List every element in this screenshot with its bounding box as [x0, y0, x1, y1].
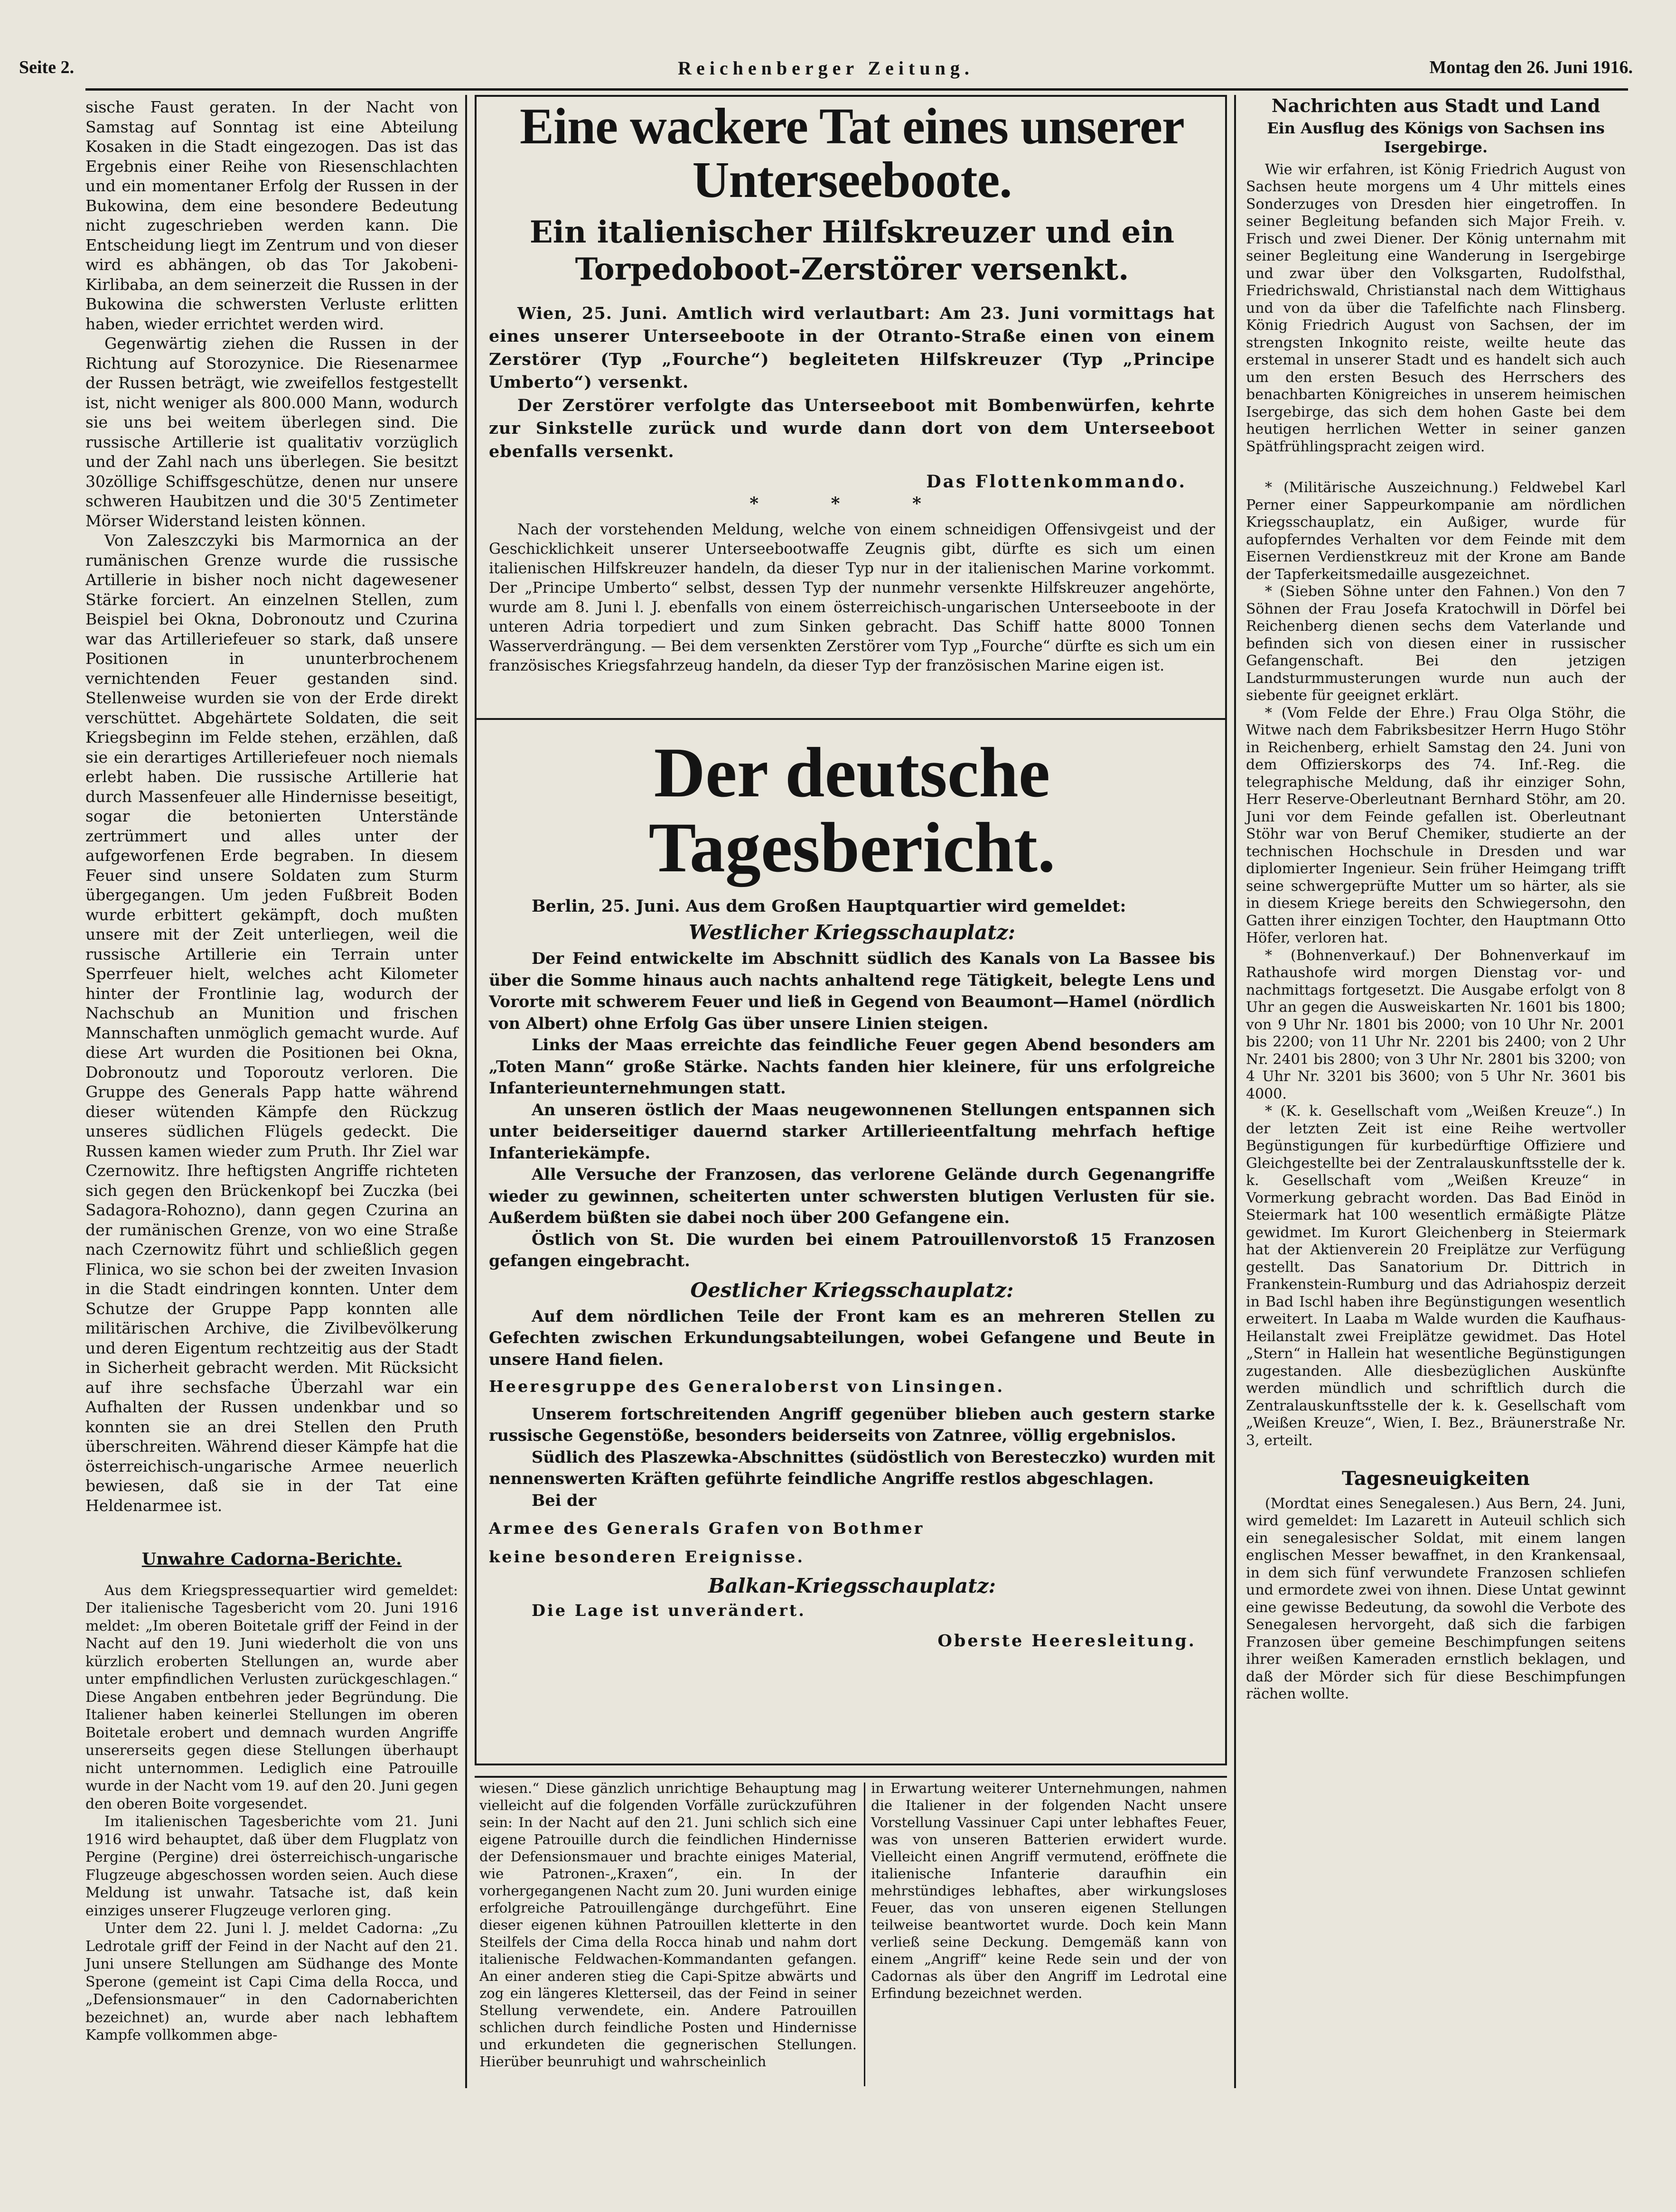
bottom-right-column	[871, 1780, 1227, 2002]
right-column	[1246, 97, 1626, 1703]
fleet-command-signature: Das Flottenkommando.	[926, 472, 1187, 492]
submarine-report: Wien, 25. Juni. Amtlich wird verlautbart: Am 23. Juni vormittags hat eines unserer Unterseeboote in der Otranto-Straße einen von einem Zerstörer (Typ „Fourche“) begleiteten Hilfskreuzer (Typ „Principe Umberto“) versenkt.	[489, 303, 1215, 392]
header-rule	[85, 88, 1628, 91]
bottom-section-rule	[475, 1776, 1227, 1778]
bottom-column-divider	[864, 1783, 865, 2086]
cadorna-paragraph: Aus dem Kriegspressequartier wird gemeldet: Der italienische Tagesbericht vom 20. Juni 1916 meldet: „Im oberen Boitetale griff der Feind in der Nacht auf den 19. Juni wiederholt die von uns kürzlich eroberten Stellungen an, wurde aber unter empfindlichen Verlusten zurückgeschlagen.“ Diese Angaben entbehren jeder Begründung. Die Italiener haben keinerlei Stellungen im oberen Boitetale erobert und demnach wurden Angriffe unsererseits gegen diese Stellungen überhaupt nicht unternommen. Lediglich eine Patrouille wurde in der Nacht vom 19. auf den 20. Juni gegen den oberen Boite vorgesendet.	[85, 1582, 458, 1812]
eastern-front-paragraph: Bei der	[532, 1491, 597, 1510]
local-news-section-title: Nachrichten aus Stadt und Land	[1271, 95, 1601, 116]
eastern-front-paragraph: keine besonderen Ereignisse.	[489, 1547, 805, 1566]
article-continuation: sische Faust geraten. In der Nacht von Samstag auf Sonntag ist eine Abteilung Kosaken in die Stadt eingezogen. Das ist das Ergebnis einer Reihe von Riesenschlachten und ein momentaner Erfolg der Russen in der Bukowina, dem eine besondere Bedeutung nicht zugeschrieben werden kann. Die Entscheidung liegt im Zentrum und von dieser wird es abhängen, ob das Tor Jakobeni-Kirlibaba, an dem seinerzeit die Russen in der Bukowina die schwersten Verluste erlitten haben, wieder errichtet werden wird.	[85, 98, 458, 333]
column-divider-left	[465, 95, 467, 2088]
western-front-paragraph: Der Feind entwickelte im Abschnitt südlich des Kanals von La Bassee bis über die Somme hinaus auch nachts anhaltend rege Tätigkeit, belegte Lens und Vororte mit schwerem Feuer und ließ in Gegend von Beaumont—Hamel (nördlich von Albert) ohne Erfolg Gas über unsere Linien steigen.	[489, 949, 1215, 1033]
newspaper-name: Reichenberger Zeitung.	[678, 57, 974, 79]
eastern-front-paragraph: Unserem fortschreitenden Angriff gegenüber blieben auch gestern starke russische Gegenstöße, besonders beiderseits von Zatnree, völlig ergebnislos.	[489, 1404, 1215, 1445]
balkan-front-heading: Balkan-Kriegsschauplatz:	[708, 1574, 996, 1597]
western-front-paragraph: Alle Versuche der Franzosen, das verlorene Gelände durch Gegenangriffe wieder zu gewinnen, scheiterten unter schwersten blutigen Verlusten für sie. Außerdem büßten sie dabei noch über 200 Gefangene ein.	[489, 1165, 1215, 1227]
eastern-front-heading: Oestlicher Kriegsschauplatz:	[690, 1278, 1014, 1302]
german-report-intro: Berlin, 25. Juni. Aus dem Großen Hauptquartier wird gemeldet:	[532, 896, 1126, 916]
news-item: * (K. k. Gesellschaft vom „Weißen Kreuze“.) In der letzten Zeit ist eine Reihe wertvoller Begünstigungen für kurbedürftige Offiziere und Gleichgestellte bei der Zentralauskunftsstelle der k. k. Gesellschaft vom „Weißen Kreuze“ in Vormerkung gebracht worden. Das Bad Einöd in Steiermark hat 100 wesentlich ermäßigte Plätze gewidmet. Im Kurort Gleichenberg in Steiermark hat der Aktienverein 20 Freiplätze zur Verfügung gestellt. Das Sanatorium Dr. Dittrich in Frankenstein-Rumburg und das Adriahospiz derzeit in Bad Ischl haben ihre Begünstigungen wesentlich erweitert. In Laaba m Walde wurden die Kaufhaus-Heilanstalt zwei Freiplätze gewidmet. Das Hotel „Stern“ in Hallein hat wesentliche Begünstigungen zugestanden. Alle diesbezüglichen Auskünfte werden mündlich und schriftlich durch die Zentralauskunftsstelle der k. k. Gesellschaft vom „Weißen Kreuze“, Wien, I. Bez., Bräunerstraße Nr. 3, erteilt.	[1246, 1103, 1626, 1449]
submarine-article	[489, 100, 1215, 676]
army-group-line: Heeresgruppe des Generaloberst von Linsingen.	[489, 1377, 1005, 1396]
page-number: Seite 2.	[19, 57, 75, 77]
king-visit-subhead: Ein Ausflug des Königs von Sachsen ins Isergebirge.	[1267, 119, 1605, 156]
page-header	[19, 57, 1633, 85]
article-continuation: Gegenwärtig ziehen die Russen in der Richtung auf Storozynice. Die Riesenarmee der Russen beträgt, wie zweifellos festgestellt ist, nicht weniger als 800.000 Mann, wodurch sie uns bei weitem überlegen sind. Die russische Artillerie ist qualitativ vorzüglich und der Zahl nach uns überlegen. Sie besitzt 30zöllige Schiffsgeschütze, denen nur unsere schweren Haubitzen und die 30'5 Zentimeter Mörser Widerstand leisten können.	[85, 334, 458, 530]
bottom-left-column	[479, 1780, 857, 2070]
news-item: * (Militärische Auszeichnung.) Feldwebel Karl Perner einer Sappeurkompanie am nördlichen Kriegsschauplatz, ein Außiger, wurde für aufopferndes Verhalten vor dem Feinde mit dem Eisernen Verdienstkreuz mit der Krone am Bande der Tapferkeitsmedaille ausgezeichnet.	[1246, 479, 1626, 583]
western-front-paragraph: An unseren östlich der Maas neugewonnenen Stellungen entspannen sich unter beiderseitiger dauernd starker Artillerieentfaltung mehrfach heftige Infanteriekämpfe.	[489, 1100, 1215, 1162]
german-report-headline: Der deutsche Tagesbericht.	[648, 733, 1056, 887]
cadorna-heading: Unwahre Cadorna-Berichte.	[141, 1549, 402, 1569]
cadorna-continuation: in Erwartung weiterer Unternehmungen, nahmen die Italiener in der folgenden Nacht unsere Vorstellung Vassinuer Capi unter lebhaftes Feuer, was von unseren Batterien erwidert wurde. Vielleicht einen Angriff vermutend, eröffnete die italienische Infanterie daraufhin ein mehrstündiges lebhaftes, aber wirkungsloses Feuer, das von unseren eigenen Stellungen teilweise beantwortet wurde. Doch kein Mann verließ seine Deckung. Demgemäß kann von einem „Angriff“ keine Rede sein und der von Cadornas als über den Angriff im Ledrotal eine Erfindung bezeichnet werden.	[871, 1780, 1227, 2001]
center-section-rule	[475, 718, 1227, 720]
news-item: * (Vom Felde der Ehre.) Frau Olga Stöhr, die Witwe nach dem Fabriksbesitzer Herrn Hugo Stöhr in Reichenberg, erhielt Samstag den 24. Juni von dem Offizierskorps des 74. Inf.-Reg. die telegraphische Meldung, daß ihr einziger Sohn, Herr Reserve-Oberleutnant Bernhard Stöhr, am 20. Juni vor dem Feinde gefallen ist. Oberleutnant Stöhr war von Beruf Chemiker, studierte an der technischen Hochschule in Dresden und war diplomierter Ingenieur. Sein früher Heimgang trifft seine schwergeprüfte Mutter um so härter, als sie in diesem Kriege bereits den Schwiegersohn, den Gatten ihrer einzigen Tochter, den Hauptmann Otto Höfer, verloren hat.	[1246, 704, 1626, 946]
western-front-heading: Westlicher Kriegsschauplatz:	[688, 921, 1016, 944]
tagesneuigkeiten-item: (Mordtat eines Senegalesen.) Aus Bern, 24. Juni, wird gemeldet: Im Lazarett in Auteuil schlich sich ein senegalesischer Soldat, mit einem langen englischen Messer bewaffnet, in den Krankensaal, in dem sich fünf verwundete Franzosen schliefen und ermordete zwei von ihnen. Diese Untat gewinnt eine gewisse Bedeutung, da sowohl die Verbote des Senegalesen hervorgeht, daß sich die farbigen Franzosen über gemeine Beschimpfungen seitens ihrer weißen Kameraden ernstlich beklagen, und daß der Mörder sich für diese Beschimpfungen rächen wollte.	[1246, 1495, 1626, 1702]
submarine-subheadline: Ein italienischer Hilfskreuzer und ein Torpedoboot-Zerstörer versenkt.	[529, 214, 1175, 287]
high-command-signature: Oberste Heeresleitung.	[937, 1631, 1196, 1651]
article-continuation: Von Zaleszczyki bis Marmornica an der rumänischen Grenze wurde die russische Artillerie in bisher noch nicht dagewesener Stärke forciert. An einzelnen Stellen, zum Beispiel bei Okna, Dobronoutz und Czurina war das Artilleriefeuer so stark, daß unsere Positionen in ununterbrochenem vernichtenden Feuer gestanden sind. Stellenweise wurden sie von der Erde direkt verschüttet. Abgehärtete Soldaten, die seit Kriegsbeginn im Felde stehen, erzählen, daß sie ein derartiges Artilleriefeuer noch niemals erlebt haben. Die russische Artillerie hat durch Massenfeuer alle Hindernisse beseitigt, sogar die betonierten Unterstände zertrümmert und alles unter der aufgeworfenen Erde begraben. In diesem Feuer sind unsere Soldaten zum Sturm übergegangen. Um jeden Fußbreit Boden wurde erbittert gekämpft, doch mußten unsere mit der Zeit unterliegen, weil die russische Artillerie ein Terrain unter Sperrfeuer hielt, welches acht Kilometer hinter der Frontlinie lag, wodurch der Nachschub an Munition und frischen Mannschaften unmöglich gemacht wurde. Auf diese Art wurden die Positionen bei Okna, Dobronoutz und Toporoutz verloren. Die Gruppe des Generals Papp hatte während dieser wütenden Kämpfe den Rückzug unseres südlichen Flügels gedeckt. Die Russen kamen wieder zum Pruth. Ihr Ziel war Czernowitz. Ihre heftigsten Angriffe richteten sich gegen den Brückenkopf bei Zuczka (bei Sadagora-Rohozno), dann gegen Czurina an der rumänischen Grenze, von wo eine Straße nach Czernowitz führt und schließlich gegen Flinica, wo sie schon bei der zweiten Invasion in die Stadt eindringen konnten. Unter dem Schutze der Gruppe Papp konnten alle militärischen Archive, die Zivilbevölkerung und deren Eigentum rechtzeitig aus der Stadt in Sicherheit gebracht werden. Mit Rücksicht auf ihre sechsfache Überzahl war ein Aufhalten der Russen undenkbar und so konnten sie an drei Stellen den Pruth überschreiten. Während dieser Kämpfe hat die österreichisch-ungarische Armee neuerlich bewiesen, daß sie in der Tat eine Heldenarmee ist.	[85, 531, 458, 1515]
tagesneuigkeiten-heading: Tagesneuigkeiten	[1342, 1467, 1530, 1490]
submarine-headline: Eine wackere Tat eines unserer Unterseeboote.	[520, 98, 1184, 209]
cadorna-continuation: wiesen.“ Diese gänzlich unrichtige Behauptung mag vielleicht auf die folgenden Vorfälle zurückzuführen sein: In der Nacht auf den 21. Juni schlich sich eine eigene Patrouille durch die feindlichen Hindernisse der Defensionsmauer und brachte einiges Material, wie Patronen-„Kraxen“, ein. In der vorhergegangenen Nacht zum 20. Juni wurden einige erfolgreiche Patrouillengänge durchgeführt. Eine dieser eigenen kühnen Patrouillen kletterte in den Steilfels der Cima della Rocca hinab und nahm dort italienische Feldwachen-Kommandanten gefangen. An einer anderen stieg die Capi-Spitze abwärts und zog ein längeres Kletterseil, das der Feind in seiner Stellung verwendete, ein. Andere Patrouillen schlichen durch feindliche Posten und Hindernisse und erkundeten die gegnerischen Stellungen. Hierüber beunruhigt und wahrscheinlich	[479, 1780, 857, 2070]
western-front-paragraph: Links der Maas erreichte das feindliche Feuer gegen Abend besonders am „Toten Mann“ große Stärke. Nachts fanden hier kleinere, für uns erfolgreiche Infanterieunternehmungen statt.	[489, 1036, 1215, 1097]
submarine-report: Der Zerstörer verfolgte das Unterseeboot mit Bombenwürfen, kehrte zur Sinkstelle zurück und wurde dann dort von dem Unterseeboot ebenfalls versenkt.	[489, 395, 1215, 461]
news-item: * (Bohnenverkauf.) Der Bohnenverkauf im Rathaushofe wird morgen Dienstag vor- und nachmittags fortgesetzt. Die Ausgabe erfolgt von 8 Uhr an gegen die Ausweiskarten Nr. 1601 bis 1800; von 9 Uhr Nr. 1801 bis 2000; von 10 Uhr Nr. 2001 bis 2200; von 11 Uhr Nr. 2201 bis 2400; von 2 Uhr Nr. 2401 bis 2800; von 3 Uhr Nr. 2801 bis 3200; von 4 Uhr Nr. 3201 bis 3600; von 5 Uhr Nr. 3601 bis 4000.	[1246, 947, 1626, 1102]
cadorna-paragraph: Unter dem 22. Juni l. J. meldet Cadorna: „Zu Ledrotale griff der Feind in der Nacht auf den 21. Juni unsere Stellungen am Südhange des Monte Sperone (gemeint ist Capi Cima della Rocca, und „Defensionsmauer“ in den Cadornaberichten bezeichnet) an, wurde aber nach lebhaftem Kampfe vollkommen abge-	[85, 1920, 458, 2044]
german-report	[489, 726, 1215, 1651]
section-separator: * * *	[749, 494, 955, 514]
column-divider-right	[1234, 95, 1236, 2088]
king-visit-paragraph: Wie wir erfahren, ist König Friedrich August von Sachsen heute morgens um 4 Uhr mittels eines Sonderzuges von Dresden hier eingetroffen. In seiner Begleitung befanden sich Major Freih. v. Frisch und zwei Diener. Der König unternahm mit seiner Begleitung eine Wanderung in Isergebirge und zwar über den Volksgarten, Rudolfsthal, Friedrichswald, Christianstal nach dem Wittighaus und von da über die Tafelfichte nach Flinsberg. König Friedrich August von Sachsen, der im strengsten Inkognito reiste, weilte heute das erstemal in unserer Stadt und es handelt sich auch um den ersten Besuch des Herrschers des benachbarten Königreiches in unserem heimischen Isergebirge, das sich dem hohen Gaste bei dem heutigen herrlichen Wetter in seiner ganzen Spätfrühlingspracht zeigen wird.	[1246, 161, 1626, 455]
army-line: Armee des Generals Grafen von Bothmer	[489, 1519, 925, 1538]
eastern-front-paragraph: Auf dem nördlichen Teile der Front kam es an mehreren Stellen zu Gefechten zwischen Erkundungsabteilungen, wobei Gefangene und Beute in unsere Hand fielen.	[489, 1307, 1215, 1369]
balkan-front-text: Die Lage ist unverändert.	[532, 1601, 806, 1620]
left-column	[85, 97, 458, 2044]
submarine-commentary: Nach der vorstehenden Meldung, welche von einem schneidigen Offensivgeist und der Geschicklichkeit unserer Unterseebootwaffe Zeugnis gibt, dürfte es sich um einen italienischen Hilfskreuzer handeln, da dieser Typ nur in der italienischen Marine vorkommt. Der „Principe Umberto“ selbst, dessen Typ der nunmehr versenkte Hilfskreuzer angehörte, wurde am 8. Juni l. J. ebenfalls von einem österreichisch-ungarischen Unterseeboote in der unteren Adria torpediert und zum Sinken gebracht. Das Schiff hatte 8000 Tonnen Wasserverdrängung. — Bei dem versenkten Zerstörer vom Typ „Fourche“ dürfte es sich um ein französisches Kriegsfahrzeug handeln, da dieser Typ der französischen Marine eigen ist.	[489, 521, 1215, 675]
western-front-paragraph: Östlich von St. Die wurden bei einem Patrouillenvorstoß 15 Franzosen gefangen eingebracht.	[489, 1230, 1215, 1270]
news-item: * (Sieben Söhne unter den Fahnen.) Von den 7 Söhnen der Frau Josefa Kratochwill in Dörfel bei Reichenberg dienen sechs dem Vaterlande und befinden sich von diesen einer in russischer Gefangenschaft. Bei den jetzigen Landsturmmusterungen wurde nun auch der siebente für geeignet erklärt.	[1246, 583, 1626, 704]
issue-date: Montag den 26. Juni 1916.	[1429, 57, 1633, 77]
eastern-front-paragraph: Südlich des Plaszewka-Abschnittes (südöstlich von Beresteczko) wurden mit nennenswerten Kräften geführte feindliche Angriffe restlos abgeschlagen.	[489, 1447, 1215, 1488]
cadorna-paragraph: Im italienischen Tagesberichte vom 21. Juni 1916 wird behauptet, daß über dem Flugplatz von Pergine (Pergine) drei österreichisch-ungarische Flugzeuge abgeschossen worden seien. Auch diese Meldung ist unwahr. Tatsache ist, daß kein einziges unserer Flugzeuge verloren ging.	[85, 1813, 458, 1919]
